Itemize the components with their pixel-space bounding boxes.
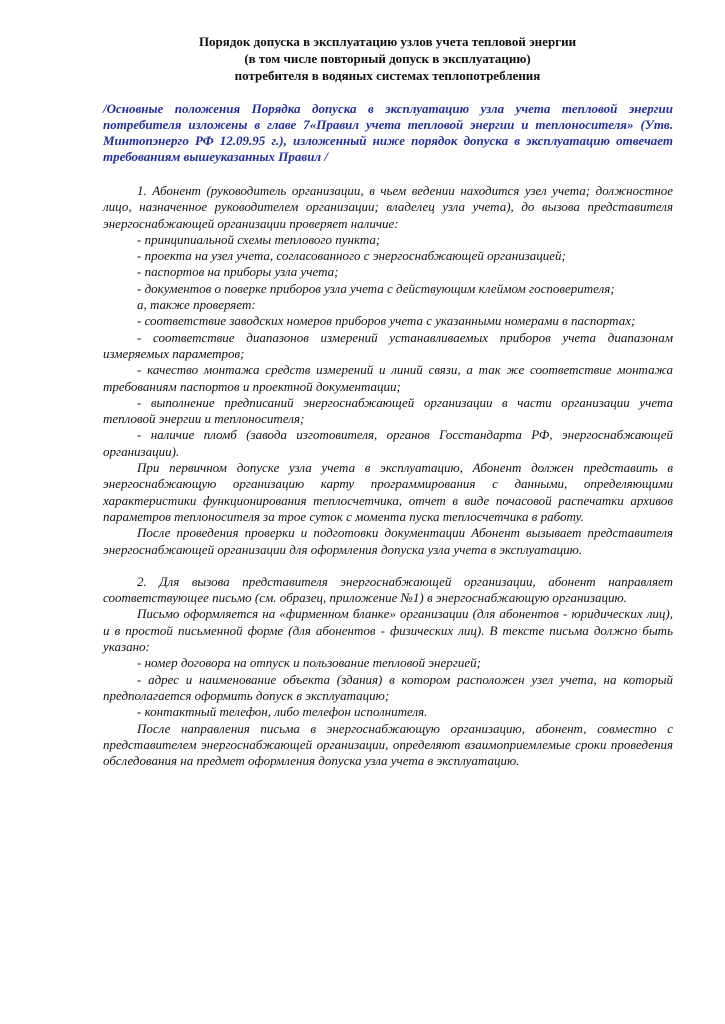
check-item: - документов о поверке приборов узла учета с действующим клеймом госповерителя;: [137, 280, 615, 296]
check-item: - паспортов на приборы узла учета;: [137, 264, 339, 280]
letter-item: - номер договора на отпуск и пользование тепловой энергией;: [137, 655, 481, 671]
check-item: - принципиальной схемы теплового пункта;: [137, 231, 381, 247]
title-line-3: потребителя в водяных системах теплопотребления: [234, 68, 541, 83]
letter-item: - адрес и наименование объекта (здания) в котором расположен узел учета, на который предполагается оформить допуск в эксплуатацию;: [103, 671, 673, 703]
section2-lead: 2. Для вызова представителя энергоснабжающей организации, абонент направляет соответствующее письмо (см. образец, приложение №1) в энергоснабжающую организацию.: [103, 573, 673, 606]
section-gap: [103, 558, 673, 574]
final-paragraph: После направления письма в энергоснабжающую организацию, абонент, совместно с представителем энергоснабжающей организации, определяют взаимоприемлемые сроки проведения обследования на предмет оформления допуска узла учета в эксплуатацию.: [103, 720, 673, 769]
also-item: - соответствие диапазонов измерений устанавливаемых приборов учета диапазонам измеряемых параметров;: [103, 329, 673, 361]
also-item: - наличие пломб (завода изготовителя, органов Госстандарта РФ, энергоснабжающей организации).: [103, 427, 673, 459]
section1-lead: 1. Абонент (руководитель организации, в чьем ведении находится узел учета; должностное лицо, назначенное руководителем организации; владелец узла учета), до вызова представителя энергоснабжающей организации проверяет наличие:: [103, 183, 673, 231]
also-item: - соответствие заводских номеров приборов учета с указанными номерами в паспортах;: [137, 313, 636, 329]
letter-item: - контактный телефон, либо телефон исполнителя.: [137, 704, 428, 720]
also-item: - качество монтажа средств измерений и линий связи, а так же соответствие монтажа требованиям паспортов и проектной документации;: [103, 362, 673, 394]
title-line-1: Порядок допуска в эксплуатацию узлов учета тепловой энергии: [198, 34, 577, 49]
intro-note: /Основные положения Порядка допуска в эксплуатацию узла учета тепловой энергии потребителя изложены в главе 7«Правил учета тепловой энергии и теплоносителя» (Утв. Минтопэнерго РФ 12.09.95 г.), изложенный ниже порядок допуска в эксплуатацию отвечает требованиям вышеуказанных Правил /: [103, 101, 673, 164]
letter-paragraph: Письмо оформляется на «фирменном бланке» организации (для абонентов - юридических лиц), и в простой письменной форме (для абонентов - физических лиц). В тексте письма должно быть указано:: [103, 606, 673, 655]
first-admission-paragraph: При первичном допуске узла учета в эксплуатацию, Абонент должен представить в энергоснабжающую организацию карту программирования с данными, определяющими характеристики функционирования теплосчетчика, отчет в виде почасовой распечатки архивов параметров теплоносителя за трое суток с момента пуска теплосчетчика в работу.: [103, 460, 673, 524]
document-body: [103, 183, 673, 769]
also-checks-label: а, также проверяет:: [137, 297, 256, 313]
check-item: - проекта на узел учета, согласованного с энергоснабжающей организацией;: [137, 248, 566, 264]
title-line-2: (в том числе повторный допуск в эксплуатацию): [244, 51, 531, 66]
after-check-paragraph: После проведения проверки и подготовки документации Абонент вызывает представителя энергоснабжающей организации для оформления допуска узла учета в эксплуатацию.: [103, 525, 673, 557]
also-item: - выполнение предписаний энергоснабжающей организации в части организации учета тепловой энергии и теплоносителя;: [103, 394, 673, 427]
document-title: [100, 33, 675, 84]
